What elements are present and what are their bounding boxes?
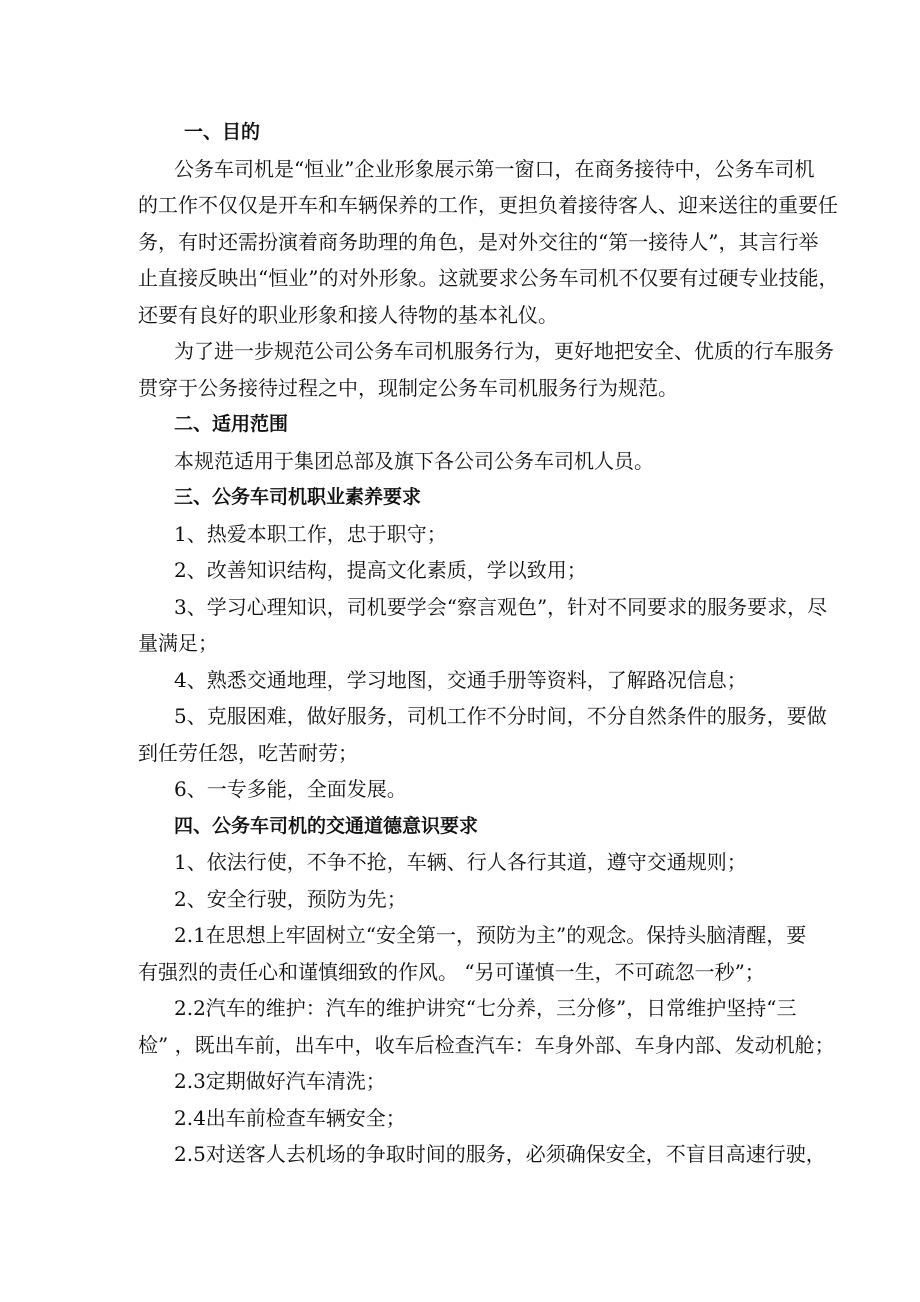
section-heading-traffic-ethics: 四、公务车司机的交通道德意识要求 — [174, 814, 479, 837]
list-item: 4、熟悉交通地理，学习地图，交通手册等资料，了解路况信息； — [174, 667, 747, 692]
paragraph-line: 公务车司机是“恒业”企业形象展示第一窗口，在商务接待中，公务车司机 — [174, 156, 815, 181]
list-item-continuation: 到任劳任怨，吃苦耐劳； — [138, 740, 358, 765]
paragraph-line: 贯穿于公务接待过程之中，现制定公务车司机服务行为规范。 — [138, 375, 678, 400]
list-item: 2.1在思想上牢固树立“安全第一，预防为主”的观念。保持头脑清醒，要 — [174, 923, 807, 947]
list-item: 1、依法行使，不争不抢，车辆、行人各行其道，遵守交通规则； — [174, 850, 747, 874]
list-item-continuation: 检” ，既出车前，出车中，收车后检查汽车：车身外部、车身内部、发动机舱； — [138, 1032, 835, 1057]
list-item: 3、学习心理知识，司机要学会“察言观色”，针对不同要求的服务要求，尽 — [174, 594, 828, 619]
paragraph-line: 务，有时还需扮演着商务助理的角色，是对外交往的“第一接待人”，其言行举 — [138, 229, 819, 254]
list-item: 1、热爱本职工作，忠于职守； — [174, 521, 447, 546]
list-item: 2.4出车前检查车辆安全； — [174, 1105, 406, 1130]
list-item: 2.3定期做好汽车清洗； — [174, 1069, 386, 1093]
list-item: 5、克服困难，做好服务，司机工作不分时间，不分自然条件的服务，要做 — [174, 704, 827, 728]
list-item-continuation: 量满足； — [138, 631, 218, 655]
paragraph-line: 本规范适用于集团总部及旗下各公司公务车司机人员。 — [174, 448, 654, 473]
paragraph-line: 还要有良好的职业形象和接人待物的基本礼仪。 — [138, 302, 558, 327]
paragraph-line: 的工作不仅仅是开车和车辆保养的工作，更担负着接待客人、迎来送往的重要任 — [138, 193, 838, 217]
section-heading-scope: 二、适用范围 — [174, 413, 289, 435]
section-heading-professional-requirements: 三、公务车司机职业素养要求 — [174, 486, 422, 508]
list-item: 2.2汽车的维护：汽车的维护讲究“七分养，三分修”，日常维护坚持“三 — [174, 996, 797, 1020]
list-item: 2、安全行驶，预防为先； — [174, 886, 407, 911]
list-item: 2.5对送客人去机场的争取时间的服务，必须确保安全，不盲目高速行驶， — [174, 1142, 826, 1166]
list-item: 2、改善知识结构，提高文化素质，学以致用； — [174, 558, 587, 582]
section-heading-purpose: 一、目的 — [184, 121, 261, 143]
document-body — [138, 114, 839, 1173]
paragraph-line: 为了进一步规范公司公务车司机服务行为，更好地把安全、优质的行车服务 — [174, 339, 834, 363]
list-item-continuation: 有强烈的责任心和谨慎细致的作风。 “另可谨慎一生，不可疏忽一秒”； — [138, 959, 765, 984]
list-item: 6、一专多能，全面发展。 — [174, 777, 407, 801]
paragraph-line: 止直接反映出“恒业”的对外形象。这就要求公务车司机不仅要有过硬专业技能， — [138, 266, 839, 290]
